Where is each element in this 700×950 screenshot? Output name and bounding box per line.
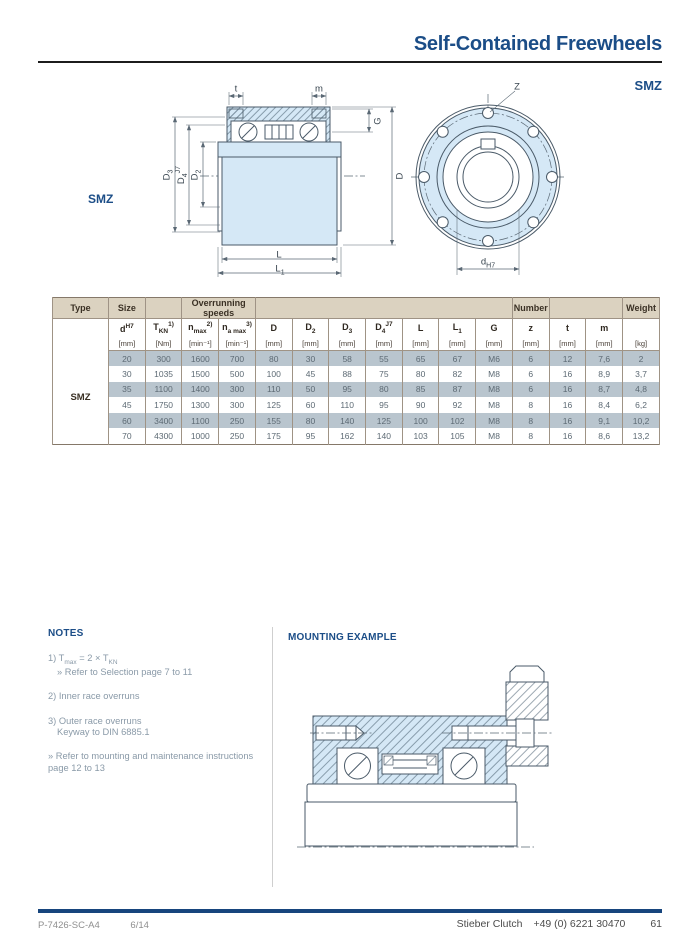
column-unit: [mm]: [255, 338, 292, 351]
dim-label-D4J7: $D_4^{J7}$: [174, 165, 190, 185]
column-symbol: $L_1$: [439, 319, 476, 338]
table-cell: 140: [329, 413, 366, 429]
table-cell: 80: [366, 382, 403, 398]
cross-section-drawing: [160, 85, 410, 285]
column-unit: [mm]: [549, 338, 586, 351]
dim-label-L: L: [276, 249, 282, 261]
table-cell: 140: [366, 428, 403, 444]
table-cell: 250: [219, 413, 256, 429]
column-symbol: $n_{a max}^{3)}$: [219, 319, 256, 338]
page-number: 61: [650, 918, 662, 930]
table-cell: 16: [549, 413, 586, 429]
table-cell: 90: [402, 397, 439, 413]
table-cell: 20: [109, 351, 146, 367]
table-cell: M8: [476, 382, 513, 398]
column-unit: [mm]: [329, 338, 366, 351]
table-cell: 8: [512, 413, 549, 429]
column-unit: [mm]: [292, 338, 329, 351]
column-unit: [mm]: [476, 338, 513, 351]
table-cell: 16: [549, 397, 586, 413]
table-cell: 300: [219, 382, 256, 398]
table-cell: 155: [255, 413, 292, 429]
column-symbol: t: [549, 319, 586, 338]
column-symbol: $d^{H7}$: [109, 319, 146, 338]
table-cell: 8: [512, 428, 549, 444]
section-divider: [272, 627, 273, 887]
column-symbol: $D_2$: [292, 319, 329, 338]
title-rule: [38, 61, 662, 63]
table-cell: 1300: [182, 397, 219, 413]
table-cell: 162: [329, 428, 366, 444]
table-group-header-row: [53, 298, 660, 319]
table-cell: 16: [549, 382, 586, 398]
column-symbol: $D_3$: [329, 319, 366, 338]
dim-label-D: D: [394, 172, 406, 180]
mounting-example-drawing: [292, 658, 562, 858]
type-cell: SMZ: [53, 351, 109, 445]
column-unit: [min⁻¹]: [182, 338, 219, 351]
column-symbol: z: [512, 319, 549, 338]
series-label-drawing: SMZ: [88, 192, 114, 206]
table-cell: 87: [439, 382, 476, 398]
footer-doc-ref: [38, 920, 149, 931]
table-cell: 80: [255, 351, 292, 367]
dim-label-t: t: [234, 83, 238, 95]
dim-label-D3: $D_3$: [161, 169, 175, 181]
header-size: Size: [109, 298, 146, 319]
column-unit: [mm]: [512, 338, 549, 351]
dim-label-L1: $L_1$: [275, 263, 285, 277]
table-cell: 60: [292, 397, 329, 413]
table-row: [53, 366, 660, 382]
dim-label-D2: $D_2$: [189, 169, 203, 181]
brand-name: Stieber Clutch: [456, 918, 523, 930]
series-label-top: SMZ: [634, 78, 662, 93]
table-cell: 1600: [182, 351, 219, 367]
page-title: Self-Contained Freewheels: [413, 33, 662, 55]
header-type: Type: [53, 298, 109, 319]
table-cell: 8,4: [586, 397, 623, 413]
notes-section: [48, 628, 283, 787]
table-cell: M8: [476, 428, 513, 444]
column-symbol: [623, 319, 660, 338]
table-cell: 80: [292, 413, 329, 429]
table-cell: 16: [549, 428, 586, 444]
table-cell: 7,6: [586, 351, 623, 367]
mounting-example-title: MOUNTING EXAMPLE: [288, 632, 397, 643]
table-cell: 8,9: [586, 366, 623, 382]
table-cell: 58: [329, 351, 366, 367]
table-cell: 16: [549, 366, 586, 382]
table-cell: 10,2: [623, 413, 660, 429]
table-cell: 100: [402, 413, 439, 429]
table-cell: 3400: [145, 413, 182, 429]
spec-table: [52, 297, 660, 445]
column-unit: [mm]: [439, 338, 476, 351]
table-cell: 1400: [182, 382, 219, 398]
notes-title: NOTES: [48, 628, 84, 639]
table-cell: 1035: [145, 366, 182, 382]
table-cell: 55: [366, 351, 403, 367]
table-cell: 30: [292, 351, 329, 367]
header-overrunning-speeds: Overrunning speeds: [182, 298, 255, 319]
table-cell: 82: [439, 366, 476, 382]
column-unit: [Nm]: [145, 338, 182, 351]
table-row: [53, 351, 660, 367]
table-cell: 1100: [145, 382, 182, 398]
table-cell: 95: [366, 397, 403, 413]
table-cell: 67: [439, 351, 476, 367]
column-symbol: m: [586, 319, 623, 338]
table-cell: 13,2: [623, 428, 660, 444]
table-cell: 102: [439, 413, 476, 429]
table-cell: 95: [292, 428, 329, 444]
table-cell: 175: [255, 428, 292, 444]
table-symbol-row: [53, 319, 660, 338]
table-cell: 700: [219, 351, 256, 367]
table-cell: 12: [549, 351, 586, 367]
table-cell: 95: [329, 382, 366, 398]
table-cell: 110: [255, 382, 292, 398]
column-symbol: $D_4^{J7}$: [366, 319, 403, 338]
column-symbol: L: [402, 319, 439, 338]
column-symbol: G: [476, 319, 513, 338]
table-cell: 500: [219, 366, 256, 382]
dim-label-dH7: $d_{H7}$: [480, 256, 496, 270]
table-cell: 6,2: [623, 397, 660, 413]
doc-page: 6/14: [130, 920, 149, 931]
table-cell: 88: [329, 366, 366, 382]
brand-phone: +49 (0) 6221 30470: [533, 918, 626, 930]
table-cell: 6: [512, 382, 549, 398]
table-cell: 35: [109, 382, 146, 398]
header-number: Number: [512, 298, 549, 319]
column-symbol: $T_{KN}^{1)}$: [145, 319, 182, 338]
footer-brand-line: [457, 918, 662, 930]
table-cell: 70: [109, 428, 146, 444]
table-row: [53, 428, 660, 444]
table-cell: 1500: [182, 366, 219, 382]
table-cell: 45: [109, 397, 146, 413]
table-row: [53, 382, 660, 398]
table-cell: M8: [476, 366, 513, 382]
note-2: 2) Inner race overruns: [48, 691, 140, 702]
table-cell: 103: [402, 428, 439, 444]
table-cell: 100: [255, 366, 292, 382]
table-cell: 92: [439, 397, 476, 413]
note-3: 3) Outer race overruns Keyway to DIN 6885.1: [48, 715, 150, 737]
doc-code: P-7426-SC-A4: [38, 920, 100, 931]
table-cell: 9,1: [586, 413, 623, 429]
column-unit: [mm]: [366, 338, 403, 351]
table-cell: 300: [145, 351, 182, 367]
dim-label-G: G: [372, 117, 384, 125]
column-unit: [mm]: [402, 338, 439, 351]
column-symbol: $n_{max}^{2)}$: [182, 319, 219, 338]
table-cell: 4,8: [623, 382, 660, 398]
table-cell: 8: [512, 397, 549, 413]
table-cell: 250: [219, 428, 256, 444]
table-cell: 30: [109, 366, 146, 382]
table-cell: 300: [219, 397, 256, 413]
table-cell: 2: [623, 351, 660, 367]
column-symbol: D: [255, 319, 292, 338]
table-cell: 75: [366, 366, 403, 382]
table-cell: 110: [329, 397, 366, 413]
table-cell: 50: [292, 382, 329, 398]
table-cell: 45: [292, 366, 329, 382]
dim-label-m: m: [315, 83, 323, 95]
table-cell: 85: [402, 382, 439, 398]
table-cell: M8: [476, 397, 513, 413]
header-weight: Weight: [623, 298, 660, 319]
table-cell: 80: [402, 366, 439, 382]
table-cell: M6: [476, 351, 513, 367]
table-cell: 125: [255, 397, 292, 413]
table-cell: 125: [366, 413, 403, 429]
table-cell: 6: [512, 351, 549, 367]
column-unit: [mm]: [109, 338, 146, 351]
column-unit: [min⁻¹]: [219, 338, 256, 351]
table-cell: 4300: [145, 428, 182, 444]
column-unit: [mm]: [586, 338, 623, 351]
table-row: [53, 397, 660, 413]
table-cell: 8,6: [586, 428, 623, 444]
note-1: 1) $T_{max} = 2 \times T_{KN}$ » Refer to Selection page 7 to 11: [48, 653, 193, 677]
table-unit-row: [53, 338, 660, 351]
table-cell: 65: [402, 351, 439, 367]
table-cell: 6: [512, 366, 549, 382]
dim-label-Z: Z: [514, 81, 520, 93]
column-unit: [kg]: [623, 338, 660, 351]
table-cell: 1000: [182, 428, 219, 444]
table-cell: 1750: [145, 397, 182, 413]
table-cell: M8: [476, 413, 513, 429]
footer-rule: [38, 909, 662, 913]
note-4: » Refer to mounting and maintenance instructions page 12 to 13: [48, 751, 254, 773]
table-cell: 1100: [182, 413, 219, 429]
front-view-drawing: [405, 78, 615, 288]
table-cell: 105: [439, 428, 476, 444]
table-cell: 60: [109, 413, 146, 429]
table-cell: 3,7: [623, 366, 660, 382]
table-cell: 8,7: [586, 382, 623, 398]
table-row: [53, 413, 660, 429]
